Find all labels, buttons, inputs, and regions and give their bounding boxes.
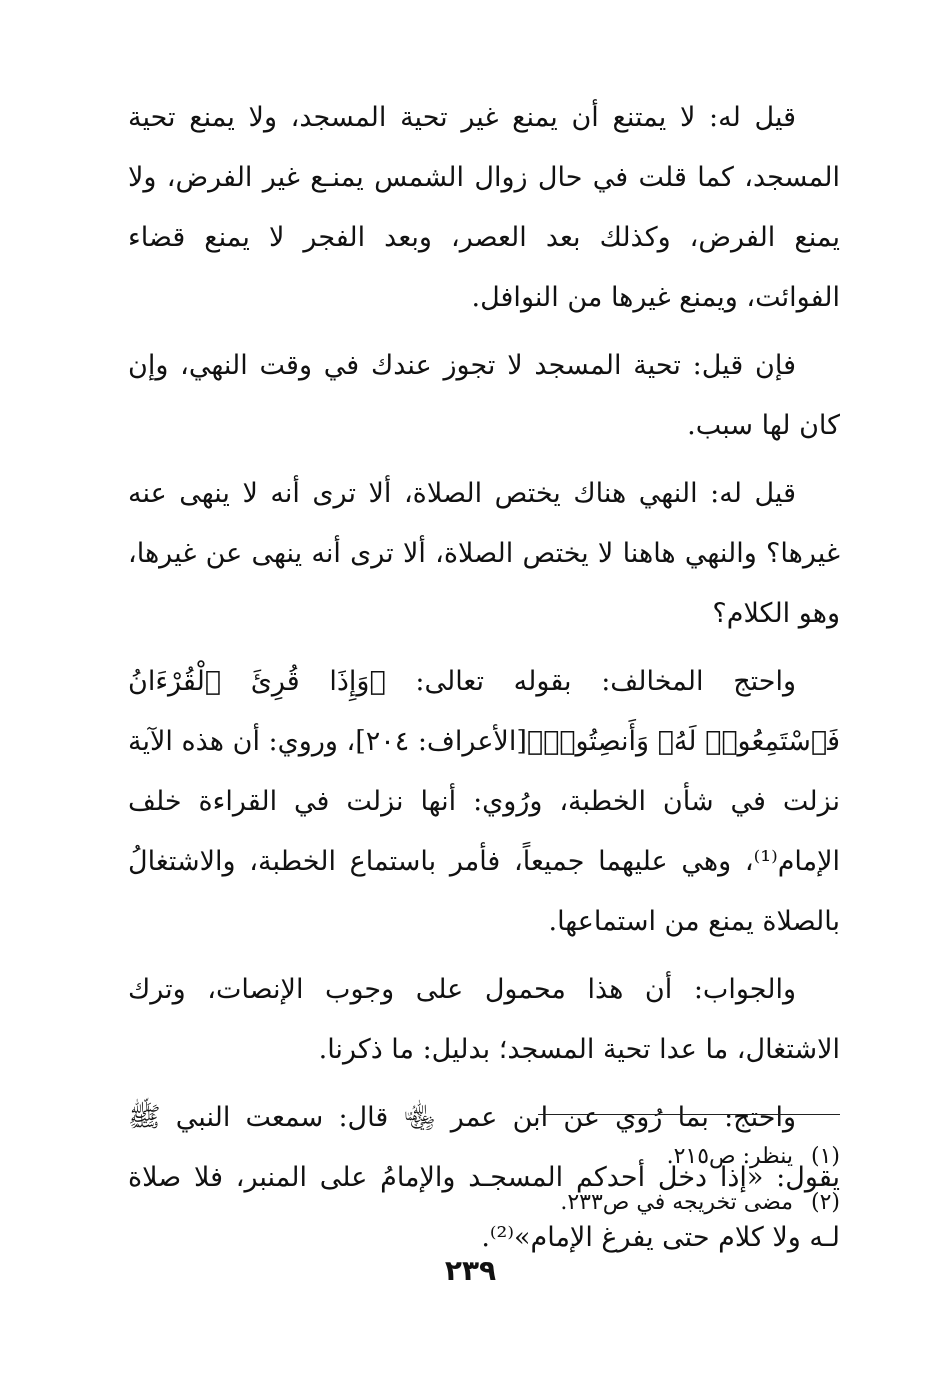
paragraph-1: قيل له: لا يمتنع أن يمنع غير تحية المسجد، ولا يمنع تحية المسجد، كما قلت في حال زوال الشمس يمنـع غير الفرض، ولا يمنع الفرض، وكذلك بعد العصر، وبعد الفجر لا يمنع قضاء الفوائت، ويمنع غيرها من النوافل. (128, 102, 840, 313)
footnote-text: مضى تخريجه في ص٢٣٣. (560, 1190, 793, 1215)
footnotes (128, 1134, 840, 1226)
paragraph-6: واحتج: بما رُوي عن ابن عمر ﵄ قال: سمعت النبي ﷺ يقول: «إذا دخل أحدكم المسجـد والإمامُ على المنبر، فلا صلاة لـه ولا كلام حتى يفرغ الإمام»⁽²⁾. (128, 1102, 840, 1253)
footnote-number: (١) (810, 1144, 840, 1169)
paragraph-5: والجواب: أن هذا محمول على وجوب الإنصات، وترك الاشتغال، ما عدا تحية المسجد؛ بدليل: ما ذكرنا. (128, 974, 840, 1065)
page-number: ٢٣٩ (444, 1254, 497, 1287)
paragraph-4: واحتج المخالف: بقوله تعالى: ﴿وَإِذَا قُرِئَ ٱلْقُرْءَانُ فَٱسْتَمِعُوا۟ لَهُۥ وَأَنصِتُوا۟﴾[الأعراف: ٢٠٤]، وروي: أن هذه الآية نزلت في شأن الخطبة، ورُوي: أنها نزلت في القراءة خلف الإمام⁽¹⁾، وهي عليهما جميعاً، فأمر باستماع الخطبة، والاشتغالُ بالصلاة يمنع من استماعها. (128, 666, 840, 937)
footnote-2 (128, 1180, 840, 1226)
footnote-1 (128, 1134, 840, 1180)
main-text (128, 88, 840, 1276)
footnote-divider (538, 1114, 840, 1115)
footnote-text: ينظر: ص٢١٥. (666, 1144, 793, 1169)
footnote-number: (٢) (810, 1190, 840, 1215)
paragraph-3: قيل له: النهي هناك يختص الصلاة، ألا ترى أنه لا ينهى عنه غيرها؟ والنهي هاهنا لا يختص الصلاة، ألا ترى أنه ينهى عن غيرها، وهو الكلام؟ (128, 478, 840, 629)
paragraph-2: فإن قيل: تحية المسجد لا تجوز عندك في وقت النهي، وإن كان لها سبب. (128, 350, 840, 441)
